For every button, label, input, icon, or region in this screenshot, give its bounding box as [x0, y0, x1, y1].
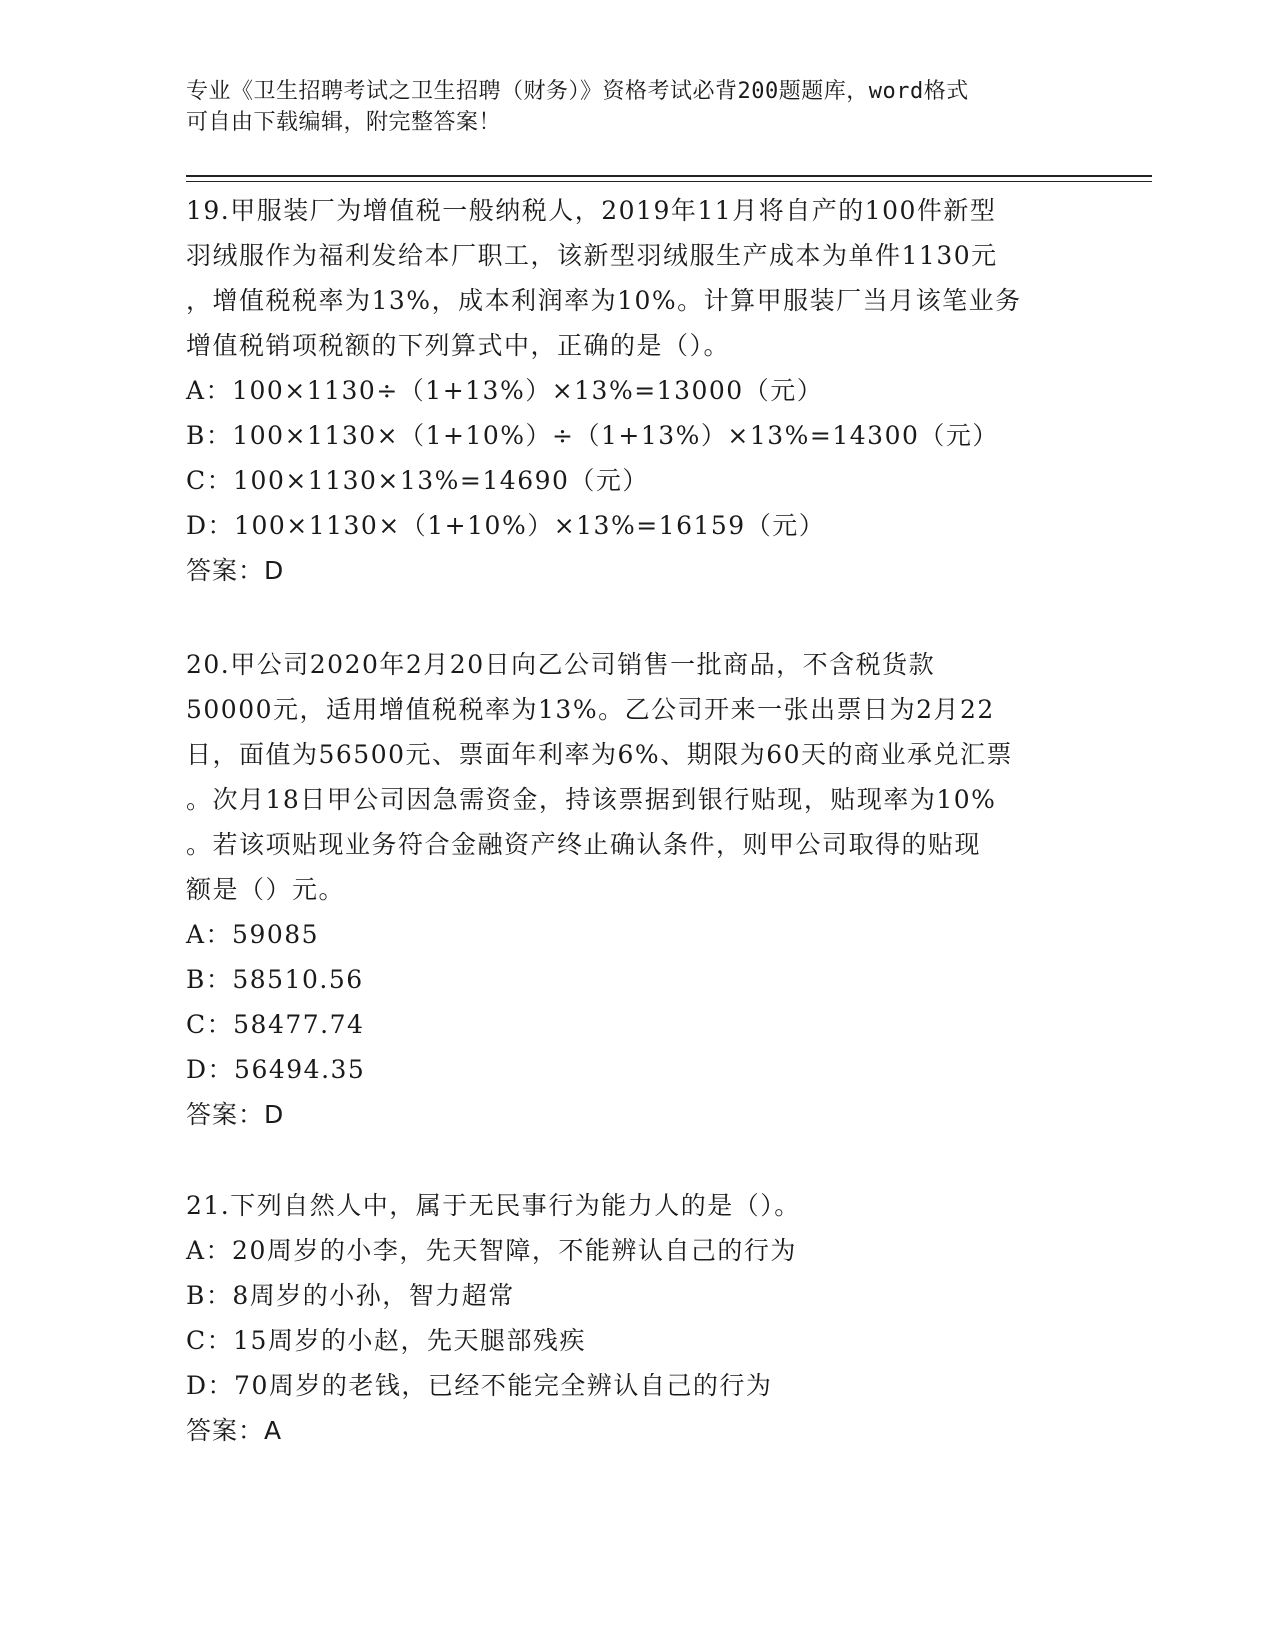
question-stem-line: 日，面值为56500元、票面年利率为6%、期限为60天的商业承兑汇票 [186, 740, 1014, 769]
question-stem-line: 20.甲公司2020年2月20日向乙公司销售一批商品，不含税货款 [186, 650, 936, 679]
document-header [186, 76, 1086, 138]
option-a: A：59085 [186, 920, 320, 949]
option-c: C：58477.74 [186, 1010, 365, 1039]
question-stem-line: 增值税销项税额的下列算式中，正确的是（）。 [186, 331, 731, 360]
question-stem-line: ，增值税税率为13%，成本利润率为10%。计算甲服装厂当月该笔业务 [186, 286, 1022, 315]
option-a: A：100×1130÷（1+13%）×13%=13000（元） [186, 376, 824, 405]
answer-line: 答案：D [186, 1100, 285, 1129]
header-rule-thin [186, 181, 1152, 182]
question-stem-line: 。若该项贴现业务符合金融资产终止确认条件，则甲公司取得的贴现 [186, 830, 982, 859]
header-line-1: 专业《卫生招聘考试之卫生招聘（财务）》资格考试必背200题题库，word格式 [186, 79, 969, 104]
option-d: D：56494.35 [186, 1055, 366, 1084]
header-rule-thick [186, 175, 1152, 177]
question-stem-line: 50000元，适用增值税税率为13%。乙公司开来一张出票日为2月22 [186, 695, 995, 724]
question-19 [186, 188, 1086, 593]
question-stem-line: 21.下列自然人中，属于无民事行为能力人的是（）。 [186, 1191, 801, 1220]
option-d: D：70周岁的老钱，已经不能完全辨认自己的行为 [186, 1371, 773, 1400]
option-b: B：58510.56 [186, 965, 364, 994]
question-stem-line: 额是（）元。 [186, 875, 346, 904]
question-stem-line: 19.甲服装厂为增值税一般纳税人，2019年11月将自产的100件新型 [186, 196, 997, 225]
option-b: B：8周岁的小孙，智力超常 [186, 1281, 515, 1310]
option-c: C：15周岁的小赵，先天腿部残疾 [186, 1326, 586, 1355]
option-c: C：100×1130×13%=14690（元） [186, 466, 649, 495]
option-d: D：100×1130×（1+10%）×13%=16159（元） [186, 511, 826, 540]
answer-line: 答案：A [186, 1416, 283, 1445]
question-stem-line: 羽绒服作为福利发给本厂职工，该新型羽绒服生产成本为单件1130元 [186, 241, 998, 270]
option-a: A：20周岁的小李，先天智障，不能辨认自己的行为 [186, 1236, 797, 1265]
question-stem-line: 。次月18日甲公司因急需资金，持该票据到银行贴现，贴现率为10% [186, 785, 997, 814]
option-b: B：100×1130×（1+10%）÷（1+13%）×13%=14300（元） [186, 421, 999, 450]
question-21 [186, 1183, 1086, 1453]
question-20 [186, 642, 1086, 1137]
answer-line: 答案：D [186, 556, 285, 585]
header-line-2: 可自由下载编辑，附完整答案！ [186, 110, 502, 135]
